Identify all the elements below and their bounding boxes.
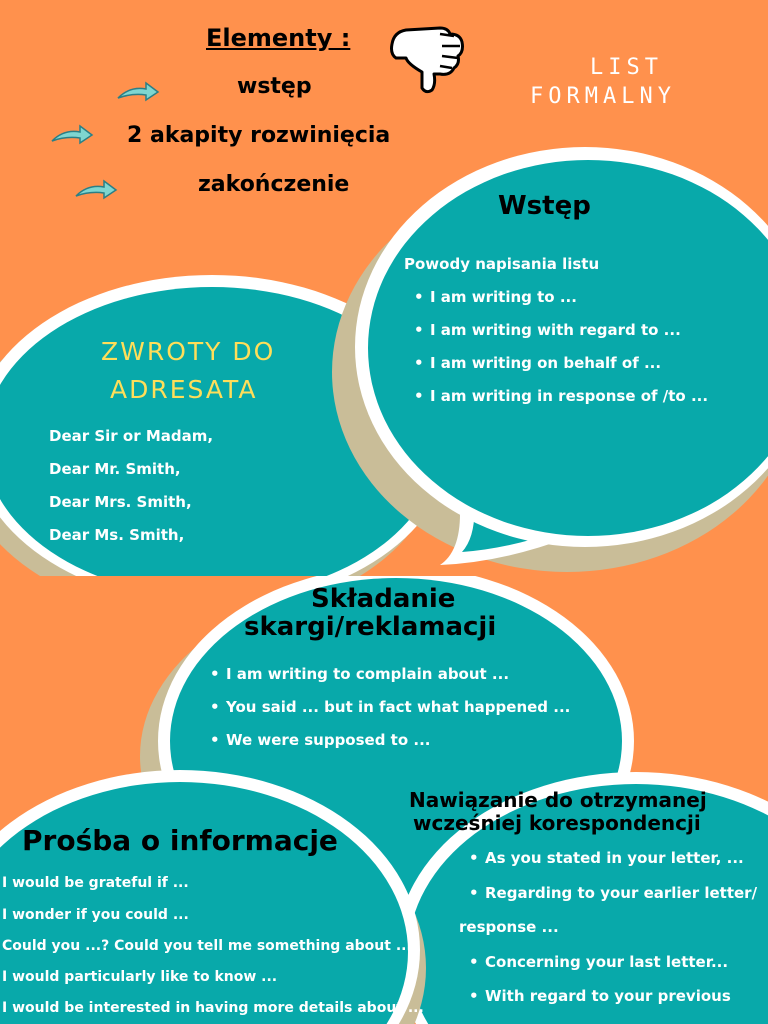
list-item: • You said ... but in fact what happened ... — [210, 698, 570, 716]
zwroty-item-2: Dear Mr. Smith, — [49, 460, 181, 478]
list-title-line1: LIST — [590, 55, 663, 80]
thumbs-down-hand-icon — [388, 22, 468, 94]
list-item: • With regard to your previous — [469, 987, 731, 1005]
list-item: • I am writing with regard to ... — [414, 321, 681, 339]
list-item: • As you stated in your letter, ... — [469, 849, 744, 867]
curved-arrow-icon — [50, 123, 94, 147]
curved-arrow-icon — [74, 178, 118, 202]
skargi-heading-line1: Składanie — [311, 584, 456, 614]
list-item: • Concerning your last letter... — [469, 953, 728, 971]
wstep-subheading: Powody napisania listu — [404, 255, 600, 273]
list-item: • Regarding to your earlier letter/ — [469, 884, 757, 902]
list-item: • We were supposed to ... — [210, 731, 430, 749]
prosba-item-4: I would particularly like to know ... — [2, 969, 278, 985]
prosba-item-3: Could you ...? Could you tell me something about ...? — [2, 938, 420, 954]
prosba-item-2: I wonder if you could ... — [2, 907, 189, 923]
list-item-continuation: response ... — [459, 918, 559, 936]
elementy-item-3: zakończenie — [198, 172, 350, 197]
nawiazanie-heading-line1: Nawiązanie do otrzymanej — [409, 788, 707, 812]
bottom-panel — [0, 576, 768, 1024]
elementy-title: Elementy : — [206, 24, 351, 52]
zwroty-heading-line2: ADRESATA — [110, 375, 258, 404]
prosba-heading: Prośba o informacje — [22, 824, 338, 857]
zwroty-heading-line1: ZWROTY DO — [101, 337, 276, 366]
list-item: • I am writing on behalf of ... — [414, 354, 661, 372]
list-item: • I am writing to ... — [414, 288, 577, 306]
zwroty-item-4: Dear Ms. Smith, — [49, 526, 185, 544]
prosba-item-5: I would be interested in having more details about ... — [2, 1000, 424, 1016]
curved-arrow-icon — [116, 80, 160, 104]
elementy-item-1: wstęp — [237, 74, 312, 99]
list-item: • I am writing in response of /to ... — [414, 387, 708, 405]
wstep-heading: Wstęp — [498, 191, 591, 221]
nawiazanie-heading-line2: wcześniej korespondencji — [413, 811, 701, 835]
skargi-heading-line2: skargi/reklamacji — [244, 612, 497, 642]
list-title-line2: FORMALNY — [530, 84, 676, 109]
zwroty-item-3: Dear Mrs. Smith, — [49, 493, 192, 511]
elementy-item-2: 2 akapity rozwinięcia — [127, 123, 391, 148]
list-item: • I am writing to complain about ... — [210, 665, 509, 683]
zwroty-item-1: Dear Sir or Madam, — [49, 427, 214, 445]
prosba-item-1: I would be grateful if ... — [2, 875, 189, 891]
